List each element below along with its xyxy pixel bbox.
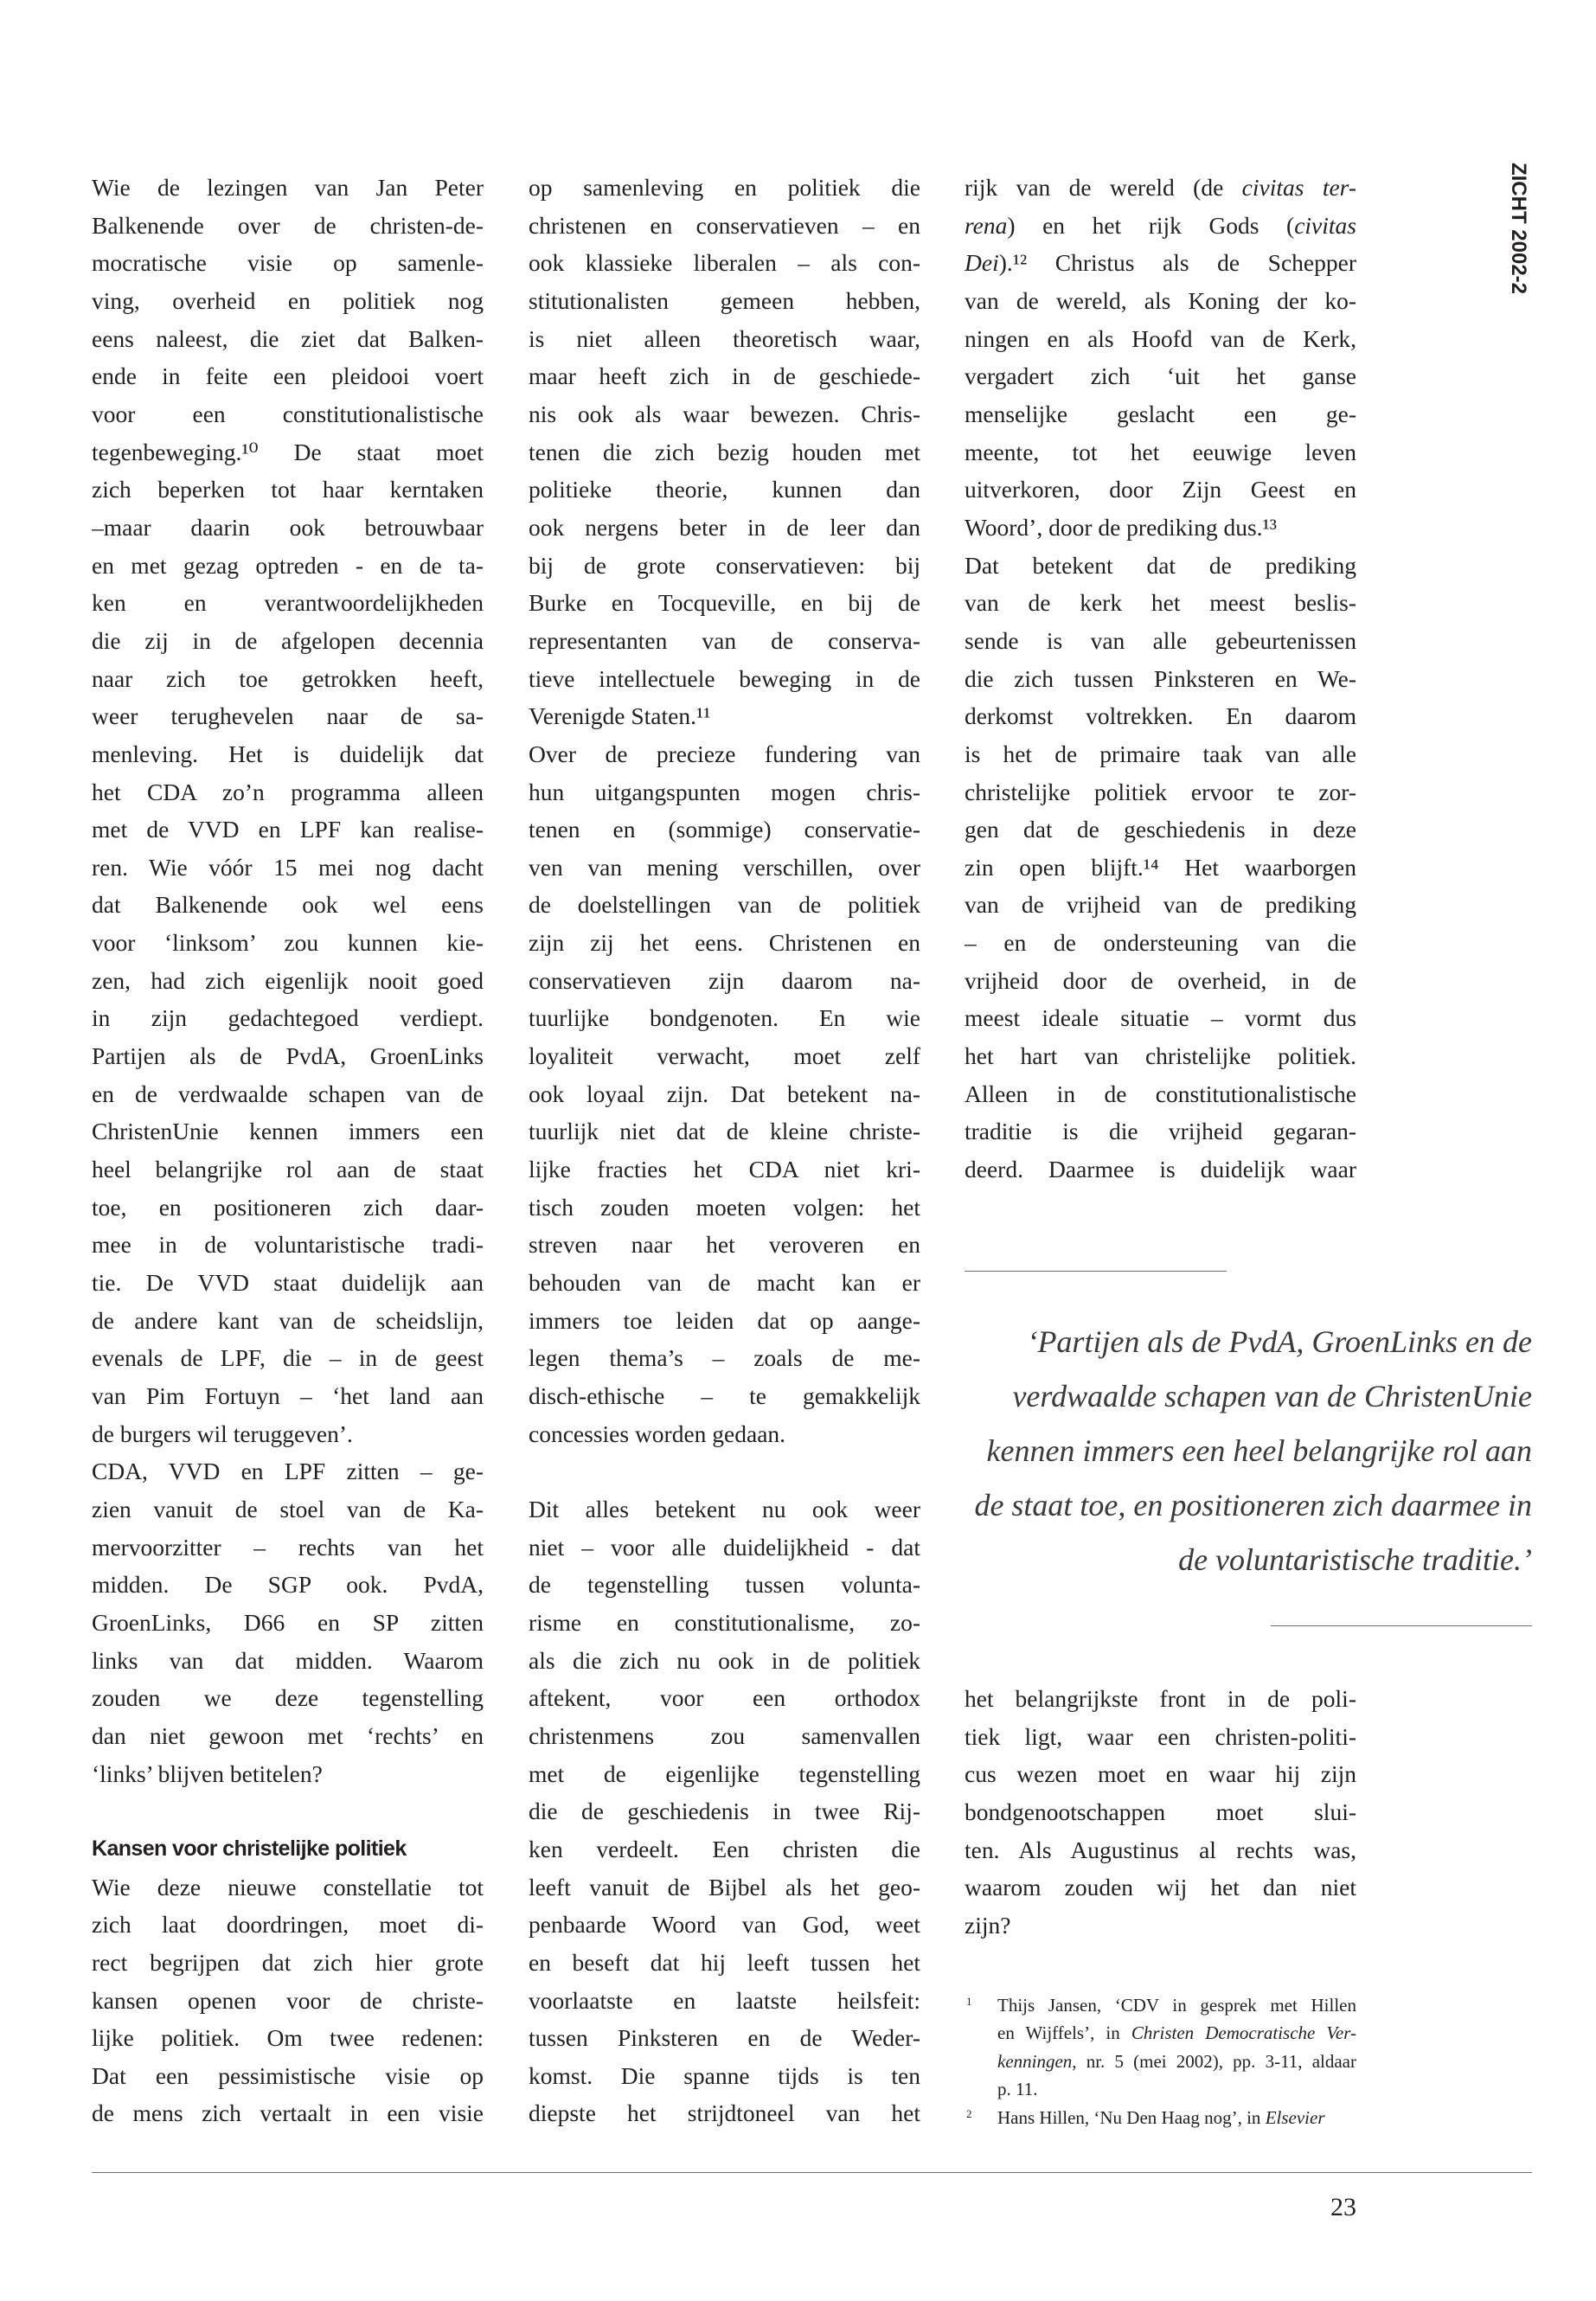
text-line: diepste het strijdtoneel van het — [529, 2099, 920, 2127]
text-line: het belangrijkste front in de poli- — [965, 1685, 1356, 1712]
text-line: ook nergens beter in de leer dan — [529, 513, 920, 541]
text-line: komst. Die spanne tijds is ten — [529, 2061, 920, 2089]
text-line: stitutionalisten gemeen hebben, — [529, 286, 920, 314]
text-line: GroenLinks, D66 en SP zitten — [92, 1608, 484, 1636]
text-line: de tegenstelling tussen volunta- — [529, 1571, 920, 1599]
text-line: zin open blijft.¹⁴ Het waarborgen — [965, 853, 1356, 881]
text-line: ten. Als Augustinus al rechts was, — [965, 1836, 1356, 1863]
text-line: maar heeft zich in de geschiede- — [529, 362, 920, 390]
text-line: het CDA zo’n programma alleen — [92, 778, 484, 805]
text-line: de burgers wil teruggeven’. — [92, 1420, 353, 1447]
text-line — [965, 169, 1356, 207]
footer-rule — [92, 2172, 1532, 2173]
text-line: zien vanuit de stoel van de Ka- — [92, 1495, 484, 1522]
text-line: weer terughevelen naar de sa- — [92, 702, 484, 730]
paragraph — [965, 169, 1356, 547]
footnote-line — [997, 1991, 1356, 2019]
text-line: van de kerk het meest beslis- — [965, 589, 1356, 617]
text-line: Wie de lezingen van Jan Peter — [92, 174, 484, 201]
text-line: loyaliteit verwacht, moet zelf — [529, 1042, 920, 1070]
text-line: mervoorzitter – rechts van het — [92, 1533, 484, 1561]
paragraph — [92, 169, 484, 1452]
pull-quote-line: ‘Partijen als de PvdA, GroenLinks en de — [1027, 1324, 1532, 1359]
text-run: ) en het rijk Gods ( — [1007, 211, 1295, 239]
text-line: Partijen als de PvdA, GroenLinks — [92, 1042, 484, 1070]
text-line: met de eigenlijke tegenstelling — [529, 1759, 920, 1787]
text-line: van de wereld, als Koning der ko- — [965, 286, 1356, 314]
page-number: 23 — [1330, 2193, 1356, 2221]
italic-text: Dei — [965, 249, 999, 277]
text-line: die zich tussen Pinksteren en We- — [965, 664, 1356, 692]
text-line: midden. De SGP ook. PvdA, — [92, 1571, 484, 1599]
text-line: risme en constitutionalisme, zo- — [529, 1608, 920, 1636]
text-line: immers toe leiden dat op aange- — [529, 1306, 920, 1334]
text-column-1 — [92, 169, 484, 2132]
text-line: ving, overheid en politiek nog — [92, 286, 484, 314]
text-line: legen thema’s – zoals de me- — [529, 1344, 920, 1372]
paragraph — [92, 1452, 484, 1792]
text-line: tieve intellectuele beweging in de — [529, 664, 920, 692]
footnote-line — [997, 2048, 1356, 2075]
pull-quote-line: de voluntaristische traditie.’ — [1178, 1542, 1532, 1577]
text-line: –maar daarin ook betrouwbaar — [92, 513, 484, 541]
text-line: heel belangrijke rol aan de staat — [92, 1156, 484, 1183]
pull-quote-top-rule — [965, 1271, 1227, 1272]
pull-quote-line: verdwaalde schapen van de ChristenUnie — [1012, 1379, 1532, 1413]
running-head-text: ZICHT 2002-2 — [1507, 162, 1530, 295]
footnote-number: 1 — [966, 1995, 972, 2008]
text-line: dan niet gewoon met ‘rechts’ en — [92, 1721, 484, 1749]
text-line: christenmens zou samenvallen — [529, 1721, 920, 1749]
text-line: in zijn gedachtegoed verdiept. — [92, 1004, 484, 1032]
text-line: eens naleest, die ziet dat Balken- — [92, 324, 484, 352]
text-line: die de geschiedenis in twee Rij- — [529, 1798, 920, 1825]
text-run: en Wijffels’, in — [997, 2022, 1131, 2044]
text-line: tussen Pinksteren en de Weder- — [529, 2024, 920, 2052]
text-line: ende in feite een pleidooi voert — [92, 362, 484, 390]
paragraph — [529, 169, 920, 735]
text-line: de mens zich vertaalt in een visie — [92, 2099, 484, 2127]
text-line: tenen en (sommige) conservatie- — [529, 816, 920, 843]
footnote-line — [997, 2104, 1356, 2131]
text-line: ChristenUnie kennen immers een — [92, 1118, 484, 1145]
text-line: tiek ligt, waar een christen-politi- — [965, 1722, 1356, 1750]
text-line: behouden van de macht kan er — [529, 1269, 920, 1297]
text-line: het hart van christelijke politiek. — [965, 1042, 1356, 1070]
pull-quote-line: kennen immers een heel belangrijke rol aan — [986, 1433, 1532, 1468]
text-line: dat Balkenende ook wel eens — [92, 891, 484, 919]
text-line: de doelstellingen van de politiek — [529, 891, 920, 919]
footnotes — [965, 1991, 1356, 2131]
paragraph-gap — [529, 1452, 920, 1490]
text-line: tie. De VVD staat duidelijk aan — [92, 1269, 484, 1297]
paragraph — [529, 1490, 920, 2132]
text-line — [965, 244, 1356, 282]
text-line: uitverkoren, door Zijn Geest en — [965, 476, 1356, 503]
pull-quote-bottom-rule — [1271, 1625, 1532, 1626]
italic-text: kenningen, — [997, 2050, 1077, 2072]
text-line: niet – voor alle duidelijkheid - dat — [529, 1533, 920, 1561]
text-line: menselijke geslacht een ge- — [965, 400, 1356, 427]
text-line: ook loyaal zijn. Dat betekent na- — [529, 1080, 920, 1107]
text-line: Dat betekent dat de prediking — [965, 551, 1356, 579]
text-line: en met gezag optreden - en de ta- — [92, 551, 484, 579]
footnote-line — [997, 2075, 1356, 2103]
text-line: waarom zouden wij het dan niet — [965, 1874, 1356, 1901]
text-line: conservatieven zijn daarom na- — [529, 966, 920, 994]
text-line: penbaarde Woord van God, weet — [529, 1911, 920, 1939]
text-line: ningen en als Hoofd van de Kerk, — [965, 324, 1356, 352]
text-line: leeft vanuit de Bijbel als het geo- — [529, 1873, 920, 1900]
italic-text: civitas ter- — [1241, 174, 1356, 201]
text-line: Dat een pessimistische visie op — [92, 2061, 484, 2089]
text-column-3 — [965, 169, 1356, 1189]
text-line: bondgenootschappen moet slui- — [965, 1798, 1356, 1825]
paragraph — [965, 1680, 1356, 1945]
text-line: representanten van de conserva- — [529, 626, 920, 654]
footnote — [965, 2104, 1356, 2131]
text-line: voor ‘linksom’ zou kunnen kie- — [92, 929, 484, 957]
paragraph-gap — [92, 1792, 484, 1830]
text-line: kansen openen voor de christe- — [92, 1986, 484, 2014]
text-line: Woord’, door de prediking dus.¹³ — [965, 513, 1278, 541]
text-line: ken en verantwoordelijkheden — [92, 589, 484, 617]
text-line: Burke en Tocqueville, en bij de — [529, 589, 920, 617]
text-line: – en de ondersteuning van die — [965, 929, 1356, 957]
text-line: ook klassieke liberalen – als con- — [529, 249, 920, 277]
text-column-3-continued — [965, 1680, 1356, 1945]
text-line: met de VVD en LPF kan realise- — [92, 816, 484, 843]
text-line: nis ook als waar bewezen. Chris- — [529, 400, 920, 427]
text-line: derkomst voltrekken. En daarom — [965, 702, 1356, 730]
text-line: deerd. Daarmee is duidelijk waar — [965, 1156, 1356, 1183]
text-line: evenals de LPF, die – in de geest — [92, 1344, 484, 1372]
text-line: Verenigde Staten.¹¹ — [529, 702, 711, 730]
text-line: van de vrijheid van de prediking — [965, 891, 1356, 919]
footnote-number: 2 — [966, 2106, 972, 2120]
text-line: rect begrijpen dat zich hier grote — [92, 1948, 484, 1976]
text-line: Alleen in de constitutionalistische — [965, 1080, 1356, 1107]
text-line: tuurlijke bondgenoten. En wie — [529, 1004, 920, 1032]
text-run: Hans Hillen, ‘Nu Den Haag nog’, in — [997, 2106, 1266, 2128]
text-line: politieke theorie, kunnen dan — [529, 476, 920, 503]
paragraph — [529, 735, 920, 1452]
text-line: bij de grote conservatieven: bij — [529, 551, 920, 579]
footnote — [965, 1991, 1356, 2104]
text-line: sende is van alle gebeurtenissen — [965, 626, 1356, 654]
text-line: voorlaatste en laatste heilsfeit: — [529, 1986, 920, 2014]
text-line: zijn? — [965, 1911, 1011, 1939]
text-line: is het de primaire taak van alle — [965, 740, 1356, 767]
text-run: rijk van de wereld (de — [965, 174, 1242, 201]
text-line: zijn zij het eens. Christenen en — [529, 929, 920, 957]
italic-text: rena — [965, 211, 1008, 239]
text-line: Over de precieze fundering van — [529, 740, 920, 767]
text-line: zouden we deze tegenstelling — [92, 1684, 484, 1712]
text-line: van Pim Fortuyn – ‘het land aan — [92, 1382, 484, 1409]
text-line: als die zich nu ook in de politiek — [529, 1646, 920, 1674]
text-line: lijke politiek. Om twee redenen: — [92, 2024, 484, 2052]
text-line: tenen die zich bezig houden met — [529, 438, 920, 465]
paragraph — [92, 1868, 484, 2133]
text-line: zich laat doordringen, moet di- — [92, 1911, 484, 1939]
text-line: naar zich toe getrokken heeft, — [92, 664, 484, 692]
text-line: mee in de voluntaristische tradi- — [92, 1231, 484, 1259]
running-head — [1484, 156, 1553, 303]
text-line: traditie is die vrijheid gegaran- — [965, 1118, 1356, 1145]
text-line: Dit alles betekent nu ook weer — [529, 1495, 920, 1522]
text-line: Balkenende over de christen-de- — [92, 211, 484, 239]
text-line: cus wezen moet en waar hij zijn — [965, 1760, 1356, 1788]
text-line: aftekent, voor een orthodox — [529, 1684, 920, 1712]
text-line: ren. Wie vóór 15 mei nog dacht — [92, 853, 484, 881]
text-line: mocratische visie op samenle- — [92, 249, 484, 277]
text-run: Thijs Jansen, ‘CDV in gesprek met Hillen — [997, 1995, 1356, 2016]
pull-quote — [909, 1315, 1532, 1587]
text-line: toe, en positioneren zich daar- — [92, 1193, 484, 1221]
text-line: christenen en conservatieven – en — [529, 211, 920, 239]
text-line: tuurlijk niet dat de kleine christe- — [529, 1118, 920, 1145]
text-line: lijke fracties het CDA niet kri- — [529, 1156, 920, 1183]
footnote-line — [997, 2019, 1356, 2047]
text-line: gen dat de geschiedenis in deze — [965, 816, 1356, 843]
text-line: menleving. Het is duidelijk dat — [92, 740, 484, 767]
italic-text: civitas — [1294, 211, 1356, 239]
text-line: CDA, VVD en LPF zitten – ge- — [92, 1458, 484, 1485]
text-line: die zij in de afgelopen decennia — [92, 626, 484, 654]
text-line: tisch zouden moeten volgen: het — [529, 1193, 920, 1221]
text-run: nr. 5 (mei 2002), pp. 3-11, aldaar — [1076, 2050, 1356, 2072]
text-line: Wie deze nieuwe constellatie tot — [92, 1873, 484, 1900]
text-line: ven van mening verschillen, over — [529, 853, 920, 881]
pull-quote-line: de staat toe, en positioneren zich daarmee in — [974, 1488, 1532, 1522]
text-line: meente, tot het eeuwige leven — [965, 438, 1356, 465]
text-run: ).¹² Christus als de Schepper — [998, 249, 1356, 277]
text-line: en beseft dat hij leeft tussen het — [529, 1948, 920, 1976]
text-line: meest ideale situatie – vormt dus — [965, 1004, 1356, 1032]
text-line: christelijke politiek ervoor te zor- — [965, 778, 1356, 805]
text-line: zen, had zich eigenlijk nooit goed — [92, 966, 484, 994]
italic-text: Elsevier — [1265, 2106, 1325, 2128]
text-line: links van dat midden. Waarom — [92, 1646, 484, 1674]
section-heading: Kansen voor christelijke politiek — [92, 1836, 407, 1861]
text-line: tegenbeweging.¹⁰ De staat moet — [92, 438, 484, 465]
text-line: vrijheid door de overheid, in de — [965, 966, 1356, 994]
text-line: op samenleving en politiek die — [529, 174, 920, 201]
text-line: disch-ethische – te gemakkelijk — [529, 1382, 920, 1409]
text-line: voor een constitutionalistische — [92, 400, 484, 427]
text-line: concessies worden gedaan. — [529, 1420, 786, 1447]
text-column-2 — [529, 169, 920, 2132]
text-line: de andere kant van de scheidslijn, — [92, 1306, 484, 1334]
text-line — [965, 207, 1356, 245]
text-line: streven naar het veroveren en — [529, 1231, 920, 1259]
paragraph — [965, 547, 1356, 1189]
text-line: vergadert zich ‘uit het ganse — [965, 362, 1356, 390]
text-line: zich beperken tot haar kerntaken — [92, 476, 484, 503]
text-line: en de verdwaalde schapen van de — [92, 1080, 484, 1107]
text-line: is niet alleen theoretisch waar, — [529, 324, 920, 352]
italic-text: Christen Democratische Ver- — [1131, 2022, 1356, 2044]
text-line: ken verdeelt. Een christen die — [529, 1835, 920, 1862]
text-line: hun uitgangspunten mogen chris- — [529, 778, 920, 805]
text-line: ‘links’ blijven betitelen? — [92, 1759, 323, 1787]
text-run: p. 11. — [997, 2079, 1038, 2100]
